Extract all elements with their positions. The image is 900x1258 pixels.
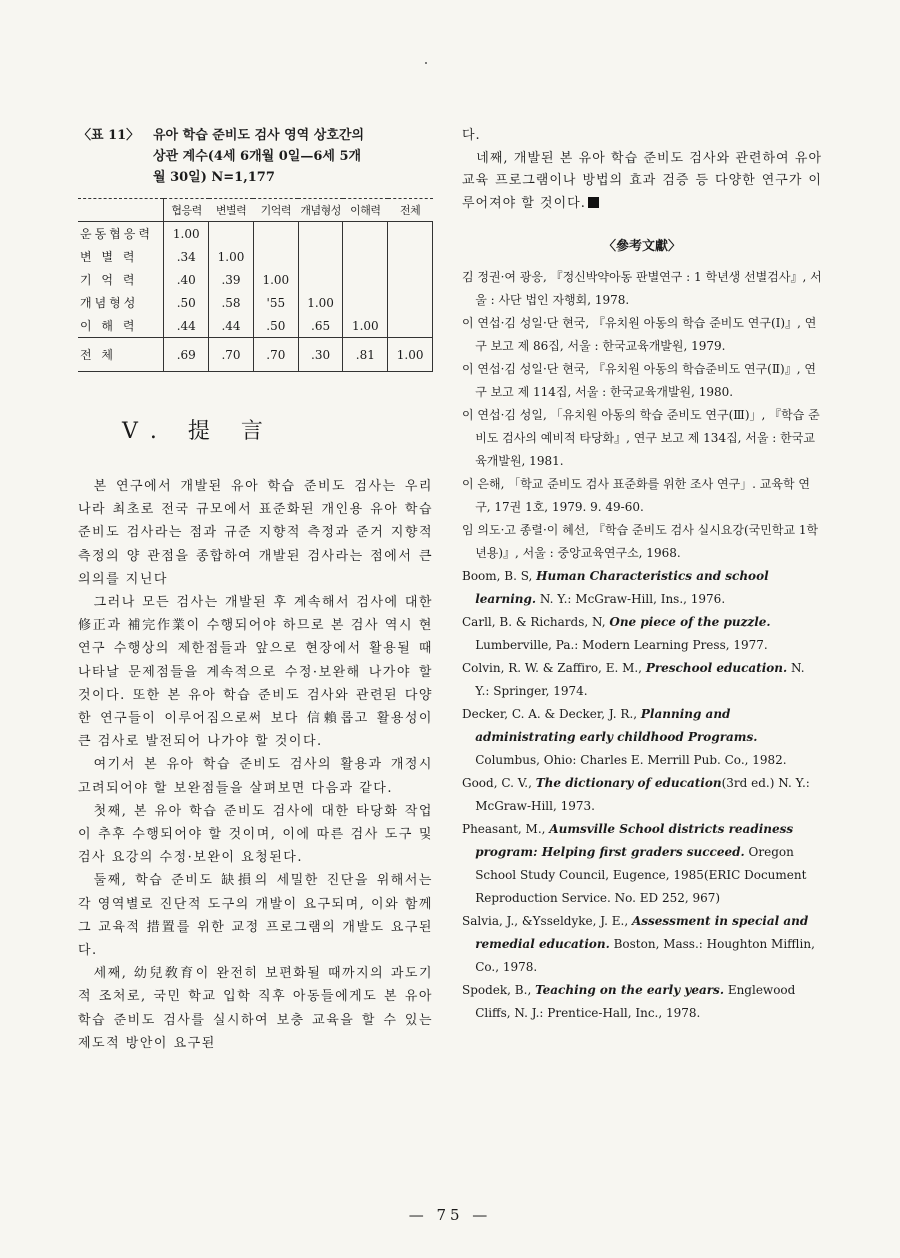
col-header: 기억력 — [253, 199, 298, 222]
table-cell: .39 — [209, 268, 254, 291]
table-cell: 1.00 — [164, 222, 209, 246]
reference-authors: 이 연섭·김 성일, 「유치원 아동의 학습 준비도 연구(Ⅲ)」, 『학습 준비도 검사의 예비적 타당화』, 연구 보고 제 134집, 서울 : 한국교육개발원, 1981. — [462, 408, 820, 468]
reference-title: One piece of the puzzle. — [609, 615, 771, 629]
reference-authors: Salvia, J., &Ysseldyke, J. E., — [462, 914, 632, 928]
paragraph — [462, 148, 822, 216]
table-cell — [343, 245, 388, 268]
reference-item — [462, 703, 822, 772]
table-row — [78, 245, 433, 268]
table-cell — [298, 268, 343, 291]
reference-item — [462, 312, 822, 358]
reference-item — [462, 818, 822, 910]
right-column — [462, 125, 822, 1025]
table-row — [78, 222, 433, 246]
reference-item — [462, 565, 822, 611]
table-cell: .65 — [298, 314, 343, 338]
scan-speck — [425, 62, 427, 64]
table-caption-label: 〈표 11〉 — [78, 128, 140, 143]
reference-item — [462, 266, 822, 312]
table-cell: .50 — [164, 291, 209, 314]
page-number: — 75 — — [408, 1206, 492, 1224]
table-cell — [388, 291, 433, 314]
table-caption-line: 유아 학습 준비도 검사 영역 상호간의 — [153, 128, 364, 143]
paragraph: 첫째, 본 유아 학습 준비도 검사에 대한 타당화 작업이 추후 수행되어야 할 것이며, 이에 따른 검사 도구 및 검사 요강의 수정·보완이 요청된다. — [78, 803, 433, 866]
left-body-text — [78, 475, 433, 1055]
reference-item — [462, 611, 822, 657]
continuation-text: 다. — [462, 128, 481, 143]
paragraph: 여기서 본 유아 학습 준비도 검사의 활용과 개정시 고려되어야 할 보완점들을 살펴보면 다음과 같다. — [78, 757, 433, 796]
correlation-table — [78, 198, 433, 372]
reference-authors: Good, C. V., — [462, 776, 536, 790]
right-intro — [462, 125, 822, 215]
table-cell: .30 — [298, 338, 343, 372]
table-cell: .44 — [164, 314, 209, 338]
reference-item — [462, 473, 822, 519]
section-title: Ⅴ. 提 言 — [122, 419, 275, 444]
paragraph: 그러나 모든 검사는 개발된 후 계속해서 검사에 대한 修正과 補完作業이 수행되어야 하므로 본 검사 역시 현 연구 수행상의 제한점들과 앞으로 현장에서 활용될 때 나타날 문제점들을 계속적으로 수정·보완해 나가야 할 것이다. 또한 본 유아 학습 준비도 검사와 관련된 다양한 연구들이 이루어짐으로써 보다 信賴롭고 활용성이 큰 검사로 발전되어 나가야 할 것이다. — [78, 595, 433, 750]
row-header: 전 체 — [78, 338, 164, 372]
table-cell: .69 — [164, 338, 209, 372]
table-cell — [253, 222, 298, 246]
reference-authors: 임 의도·고 종렬·이 혜선, 『학습 준비도 검사 실시요강(국민학교 1학년용)』, 서울 : 중앙교육연구소, 1968. — [462, 523, 819, 560]
table-cell: .81 — [343, 338, 388, 372]
table-cell — [388, 314, 433, 338]
table-cell: .50 — [253, 314, 298, 338]
reference-publisher: N. Y.: McGraw-Hill, Ins., 1976. — [536, 592, 726, 606]
table-cell — [388, 222, 433, 246]
reference-authors: Boom, B. S, — [462, 569, 537, 583]
reference-title: The dictionary of education — [535, 776, 722, 790]
reference-item — [462, 404, 822, 473]
reference-authors: 이 연섭·김 성일·단 현국, 『유치원 아동의 학습준비도 연구(Ⅱ)』, 연구 보고 제 114집, 서울 : 한국교육개발원, 1980. — [462, 362, 816, 399]
reference-publisher: Lumberville, Pa.: Modern Learning Press, 1977. — [475, 638, 768, 652]
row-header: 이 해 력 — [78, 314, 164, 338]
col-header: 개념형성 — [298, 199, 343, 222]
reference-item — [462, 358, 822, 404]
row-header: 변 별 력 — [78, 245, 164, 268]
reference-item — [462, 910, 822, 979]
row-header: 운동협응력 — [78, 222, 164, 246]
paragraph-text: 네째, 개발된 본 유아 학습 준비도 검사와 관련하여 유아 교육 프로그램이나 방법의 효과 검증 등 다양한 연구가 이루어져야 할 것이다. — [462, 150, 822, 211]
table-body — [78, 222, 433, 372]
table-cell: 1.00 — [209, 245, 254, 268]
reference-title: Human Characteristics and school learning. — [475, 569, 769, 606]
reference-item — [462, 657, 822, 703]
table-caption-line: 상관 계수(4세 6개월 0일—6세 5개 — [153, 149, 362, 164]
table-cell: 1.00 — [343, 314, 388, 338]
table-cell: .58 — [209, 291, 254, 314]
table-caption-line: 월 30일) N=1,177 — [153, 170, 275, 185]
reference-publisher: Englewood Cliffs, N. J.: Prentice-Hall, Inc., 1978. — [475, 983, 796, 1020]
reference-authors: 이 연섭·김 성일·단 현국, 『유치원 아동의 학습 준비도 연구(Ⅰ)』, 연구 보고 제 86집, 서울 : 한국교육개발원, 1979. — [462, 316, 817, 353]
reference-publisher: (3rd ed.) N. Y.: McGraw-Hill, 1973. — [475, 776, 810, 813]
reference-authors: Spodek, B., — [462, 983, 536, 997]
row-header: 기 억 력 — [78, 268, 164, 291]
reference-publisher: Columbus, Ohio: Charles E. Merrill Pub. Co., 1982. — [475, 753, 787, 767]
references-heading: 〈參考文獻〉 — [602, 239, 681, 254]
reference-authors: Pheasant, M., — [462, 822, 550, 836]
paragraph: 본 연구에서 개발된 유아 학습 준비도 검사는 우리 나라 최초로 전국 규모에서 표준화된 개인용 유아 학습 준비도 검사라는 점과 규준 지향적 측정과 준거 지향적 측정의 양 관점을 종합하여 개발된 검사라는 점에서 큰 의의를 지닌다 — [78, 479, 433, 587]
reference-item — [462, 519, 822, 565]
table-cell: .70 — [209, 338, 254, 372]
table-cell — [343, 222, 388, 246]
table-cell: 1.00 — [253, 268, 298, 291]
table-cell — [388, 268, 433, 291]
table-cell: .34 — [164, 245, 209, 268]
col-header: 협응력 — [164, 199, 209, 222]
table-row — [78, 338, 433, 372]
reference-title: Assessment in special and remedial education. — [475, 914, 809, 951]
reference-publisher: Boston, Mass.: Houghton Mifflin, Co., 1978. — [475, 937, 815, 974]
table-cell — [253, 245, 298, 268]
reference-authors: Decker, C. A. & Decker, J. R., — [462, 707, 641, 721]
table-cell — [298, 222, 343, 246]
reference-item — [462, 772, 822, 818]
references-list — [462, 266, 822, 1025]
col-header: 전체 — [388, 199, 433, 222]
reference-title: Planning and administrating early childhood Programs. — [475, 707, 758, 744]
table-cell: 1.00 — [298, 291, 343, 314]
reference-authors: 이 은해, 「학교 준비도 검사 표준화를 위한 조사 연구」. 교육학 연구, 17권 1호, 1979. 9. 49-60. — [462, 477, 810, 514]
row-header: 개념형성 — [78, 291, 164, 314]
reference-authors: Carll, B. & Richards, N, — [462, 615, 610, 629]
reference-item — [462, 979, 822, 1025]
table-cell: .70 — [253, 338, 298, 372]
table-cell — [298, 245, 343, 268]
left-column — [78, 125, 433, 1055]
reference-authors: Colvin, R. W. & Zaffiro, E. M., — [462, 661, 646, 675]
reference-title: Aumsville School districts readiness program: Helping first graders succeed. — [475, 822, 794, 859]
table-caption-text — [153, 125, 433, 188]
table-cell — [343, 291, 388, 314]
table-cell: .40 — [164, 268, 209, 291]
table-caption — [78, 125, 433, 188]
paragraph: 둘째, 학습 준비도 缺損의 세밀한 진단을 위해서는 각 영역별로 진단적 도구의 개발이 요구되며, 이와 함께 그 교육적 措置를 위한 교정 프로그램의 개발도 요구된다. — [78, 873, 433, 959]
col-header: 변별력 — [209, 199, 254, 222]
table-row — [78, 291, 433, 314]
table-cell — [209, 222, 254, 246]
end-mark-icon — [588, 197, 599, 208]
reference-title: Teaching on the early years. — [535, 983, 724, 997]
paragraph: 세째, 幼兒敎育이 완전히 보편화될 때까지의 과도기적 조처로, 국민 학교 입학 직후 아동들에게도 본 유아 학습 준비도 검사를 실시하여 보충 교육을 할 수 있는 제도적 방안이 요구된 — [78, 966, 433, 1051]
table-cell — [343, 268, 388, 291]
table-cell: '55 — [253, 291, 298, 314]
col-header: 이해력 — [343, 199, 388, 222]
table-cell: 1.00 — [388, 338, 433, 372]
table-cell: .44 — [209, 314, 254, 338]
table-row — [78, 268, 433, 291]
reference-authors: 김 정권·여 광응, 『정신박약아동 판별연구 : 1 학년생 선별검사』, 서울 : 사단 법인 자행회, 1978. — [462, 270, 822, 307]
reference-title: Preschool education. — [645, 661, 788, 675]
table-row — [78, 314, 433, 338]
table-cell — [388, 245, 433, 268]
table-corner — [78, 199, 164, 222]
reference-publisher: N. Y.: Springer, 1974. — [475, 661, 805, 698]
reference-publisher: Oregon School Study Council, Eugence, 1985(ERIC Document Reproduction Service. No. ED 252, 967) — [475, 845, 807, 905]
table-header-row — [78, 199, 433, 222]
